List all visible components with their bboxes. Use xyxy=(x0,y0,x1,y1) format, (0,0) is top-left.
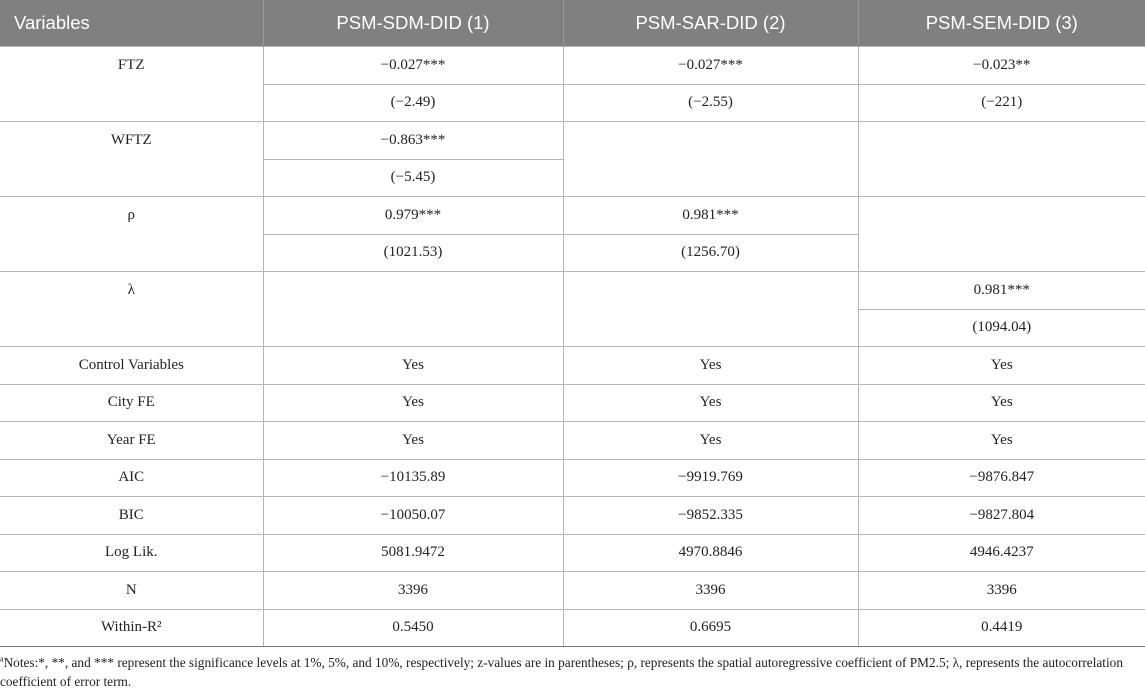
header-sem: PSM-SEM-DID (3) xyxy=(858,0,1145,47)
row-label: Year FE xyxy=(0,422,263,460)
row-label-wftz: WFTZ xyxy=(0,122,263,197)
cell-rho-sar-coef: 0.981*** xyxy=(563,197,858,235)
table-cell: −9876.847 xyxy=(858,459,1145,497)
cell-rho-sar-z: (1256.70) xyxy=(563,234,858,272)
table-row xyxy=(0,272,1145,310)
cell-ftz-sem-z: (−221) xyxy=(858,84,1145,122)
table-cell: −9852.335 xyxy=(563,497,858,535)
table-cell: 3396 xyxy=(563,572,858,610)
row-label: Control Variables xyxy=(0,347,263,385)
cell-wftz-sdm-coef: −0.863*** xyxy=(263,122,563,160)
table-cell: Yes xyxy=(858,384,1145,422)
table-row xyxy=(0,384,1145,422)
row-label-ftz: FTZ xyxy=(0,47,263,122)
table-cell: Yes xyxy=(858,347,1145,385)
table-row xyxy=(0,572,1145,610)
table-cell: 4970.8846 xyxy=(563,534,858,572)
cell-ftz-sar-coef: −0.027*** xyxy=(563,47,858,85)
table-cell: 0.5450 xyxy=(263,609,563,647)
footnote-text: Notes:*, **, and *** represent the significance levels at 1%, 5%, and 10%, respectively; z-values are in parentheses; ρ, represents the spatial autoregressive coefficient of PM2.5; λ, represents the autocorrelation coefficient of error term. xyxy=(0,655,1123,689)
table-row xyxy=(0,197,1145,235)
cell-wftz-sdm-z: (−5.45) xyxy=(263,159,563,197)
header-variables: Variables xyxy=(0,0,263,47)
cell-wftz-sar-empty xyxy=(563,122,858,197)
table-cell: Yes xyxy=(263,347,563,385)
table-row xyxy=(0,609,1145,647)
table-row xyxy=(0,347,1145,385)
table-cell: Yes xyxy=(263,422,563,460)
row-label: Log Lik. xyxy=(0,534,263,572)
cell-lambda-sdm-empty xyxy=(263,272,563,347)
footnote-marker: a xyxy=(0,654,4,664)
table-cell: 5081.9472 xyxy=(263,534,563,572)
header-sdm: PSM-SDM-DID (1) xyxy=(263,0,563,47)
table-cell: 3396 xyxy=(858,572,1145,610)
table-cell: Yes xyxy=(563,422,858,460)
table-row xyxy=(0,534,1145,572)
row-label-lambda: λ xyxy=(0,272,263,347)
table-row xyxy=(0,47,1145,85)
row-label: N xyxy=(0,572,263,610)
table-cell: −10050.07 xyxy=(263,497,563,535)
cell-rho-sdm-coef: 0.979*** xyxy=(263,197,563,235)
table-cell: Yes xyxy=(563,384,858,422)
table-row xyxy=(0,459,1145,497)
cell-ftz-sem-coef: −0.023** xyxy=(858,47,1145,85)
table-row xyxy=(0,422,1145,460)
cell-ftz-sdm-coef: −0.027*** xyxy=(263,47,563,85)
cell-rho-sdm-z: (1021.53) xyxy=(263,234,563,272)
cell-ftz-sar-z: (−2.55) xyxy=(563,84,858,122)
cell-lambda-sem-z: (1094.04) xyxy=(858,309,1145,347)
row-label: Within-R² xyxy=(0,609,263,647)
table-cell: 3396 xyxy=(263,572,563,610)
table-cell: Yes xyxy=(563,347,858,385)
cell-lambda-sar-empty xyxy=(563,272,858,347)
table-cell: 0.6695 xyxy=(563,609,858,647)
header-row xyxy=(0,0,1145,47)
table-row xyxy=(0,497,1145,535)
cell-lambda-sem-coef: 0.981*** xyxy=(858,272,1145,310)
table-footnote xyxy=(0,653,1133,691)
table-cell: Yes xyxy=(858,422,1145,460)
row-label: City FE xyxy=(0,384,263,422)
row-label: AIC xyxy=(0,459,263,497)
row-label-rho: ρ xyxy=(0,197,263,272)
row-label: BIC xyxy=(0,497,263,535)
table-row xyxy=(0,122,1145,160)
table-cell: 0.4419 xyxy=(858,609,1145,647)
table-cell: −9827.804 xyxy=(858,497,1145,535)
table-cell: Yes xyxy=(263,384,563,422)
table-cell: −10135.89 xyxy=(263,459,563,497)
cell-ftz-sdm-z: (−2.49) xyxy=(263,84,563,122)
cell-wftz-sem-empty xyxy=(858,122,1145,197)
table-cell: 4946.4237 xyxy=(858,534,1145,572)
cell-rho-sem-empty xyxy=(858,197,1145,272)
table-cell: −9919.769 xyxy=(563,459,858,497)
header-sar: PSM-SAR-DID (2) xyxy=(563,0,858,47)
